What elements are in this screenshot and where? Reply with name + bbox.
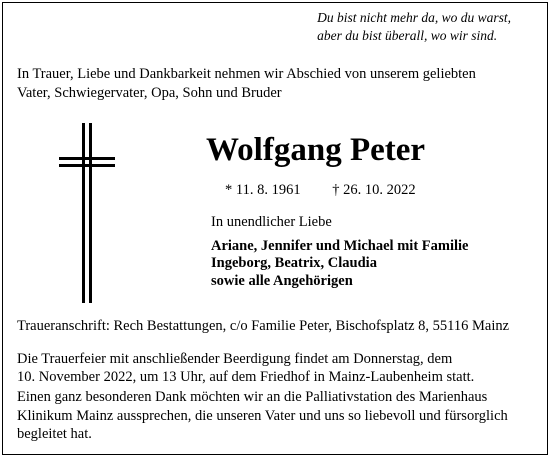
thanks-text	[17, 388, 533, 444]
mourners-block	[211, 214, 468, 290]
quote-line: aber du bist überall, wo wir sind.	[317, 28, 498, 43]
mourners-line: sowie alle Angehörigen	[211, 272, 353, 289]
thanks-line: Klinikum Mainz aussprechen, die unseren Vater und uns so liebevoll und fürsorglich	[17, 407, 508, 424]
mourners-line: Ariane, Jennifer und Michael mit Familie	[211, 237, 469, 254]
intro-line: Vater, Schwiegervater, Opa, Sohn und Bruder	[17, 85, 282, 101]
quote-line: Du bist nicht mehr da, wo du warst,	[317, 10, 511, 25]
birth-date: * 11. 8. 1961	[225, 182, 301, 198]
funeral-line: 10. November 2022, um 13 Uhr, auf dem Friedhof in Mainz-Laubenheim statt.	[17, 369, 475, 385]
memorial-quote	[317, 9, 511, 45]
life-dates	[225, 181, 416, 199]
thanks-line: begleitet hat.	[17, 426, 92, 442]
funeral-details	[17, 350, 533, 386]
funeral-line: Die Trauerfeier mit anschließender Beerdigung findet am Donnerstag, dem	[17, 351, 453, 367]
mourning-address: Traueranschrift: Rech Bestattungen, c/o Familie Peter, Bischofsplatz 8, 55116 Mainz	[17, 318, 510, 334]
obituary-notice	[2, 2, 548, 455]
latin-cross-icon	[59, 123, 115, 303]
mourners-lead: In unendlicher Liebe	[211, 214, 332, 230]
deceased-name: Wolfgang Peter	[206, 132, 426, 168]
death-date: † 26. 10. 2022	[332, 182, 416, 198]
intro-line: In Trauer, Liebe und Dankbarkeit nehmen wir Abschied von unserem geliebten	[17, 66, 476, 82]
intro-text	[17, 65, 533, 103]
thanks-line: Einen ganz besonderen Dank möchten wir an die Palliativstation des Marienhaus	[17, 389, 488, 405]
mourners-line: Ingeborg, Beatrix, Claudia	[211, 255, 377, 272]
